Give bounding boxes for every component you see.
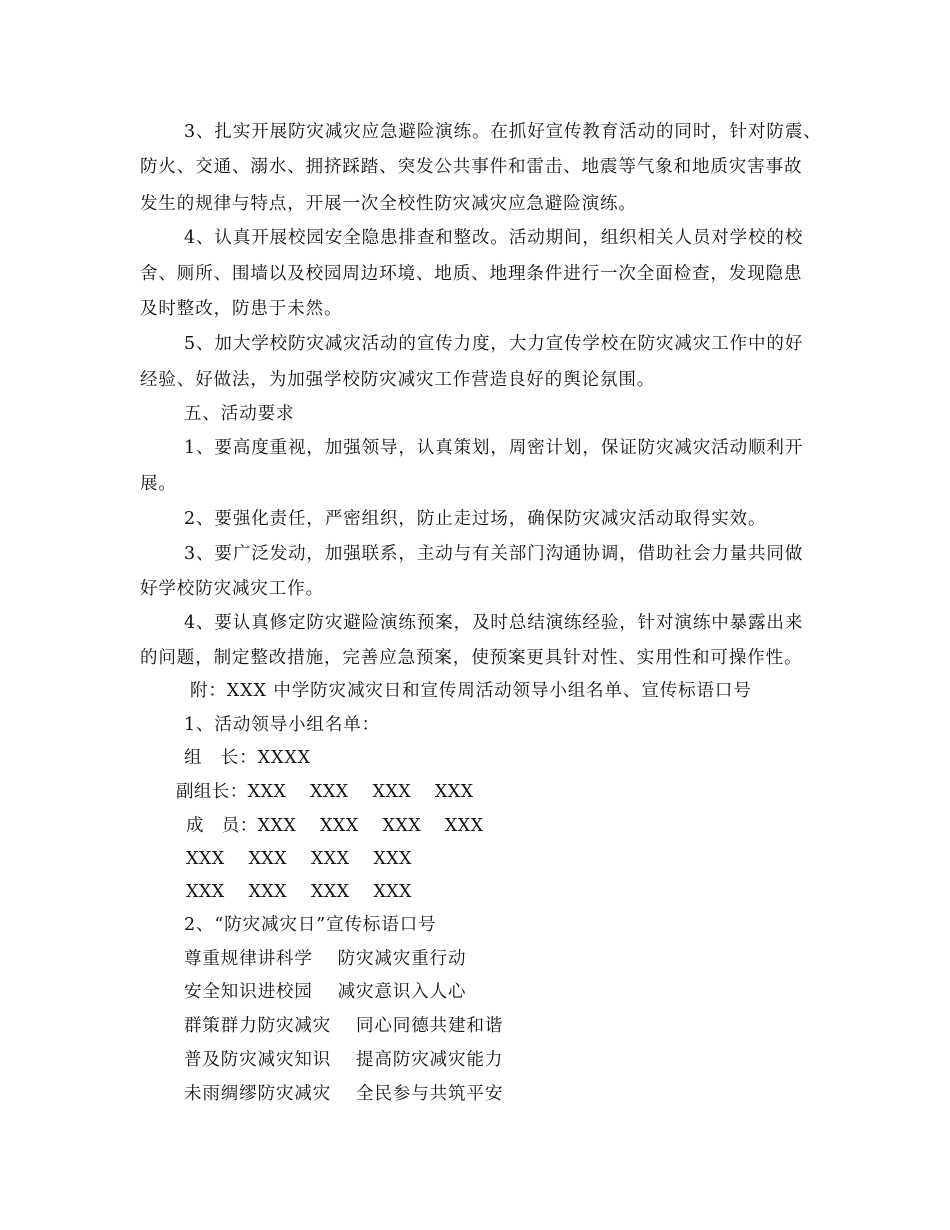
- paragraph-line: 4、认真开展校园安全隐患排查和整改。活动期间，组织相关人员对学校的校: [184, 228, 804, 248]
- member-row: XXX XXX XXX XXX: [186, 882, 412, 902]
- paragraph-line: 5、加大学校防灾减灾活动的宣传力度，大力宣传学校在防灾减灾工作中的好: [184, 334, 804, 354]
- paragraph-line: 的问题，制定整改措施，完善应急预案，使预案更具针对性、实用性和可操作性。: [140, 648, 803, 668]
- slogan-row: 未雨绸缪防灾减灾 全民参与共筑平安: [184, 1084, 504, 1104]
- paragraph-line: 3、扎实开展防灾减灾应急避险演练。在抓好宣传教育活动的同时，针对防震、: [184, 122, 822, 142]
- paragraph-line: 3、要广泛发动，加强联系，主动与有关部门沟通协调，借助社会力量共同做: [184, 544, 804, 564]
- section-heading: 五、活动要求: [184, 404, 295, 424]
- list-heading: 2、“防灾减灾日”宣传标语口号: [184, 915, 437, 935]
- paragraph-line: 1、要高度重视，加强领导，认真策划，周密计划，保证防灾减灾活动顺利开: [184, 438, 804, 458]
- slogan-row: 安全知识进校园 减灾意识入人心: [184, 982, 467, 1002]
- appendix-title: 附：XXX 中学防灾减灾日和宣传周活动领导小组名单、宣传标语口号: [190, 681, 752, 701]
- slogan-row: 尊重规律讲科学 防灾减灾重行动: [184, 949, 467, 969]
- deputy-leader-row: 副组长：XXX XXX XXX XXX: [176, 782, 474, 802]
- member-row: 成 员：XXX XXX XXX XXX: [186, 816, 484, 836]
- leader-row: 组 长：XXXX: [184, 748, 312, 768]
- member-row: XXX XXX XXX XXX: [186, 849, 412, 869]
- paragraph-line: 及时整改，防患于未然。: [140, 299, 343, 319]
- paragraph-line: 好学校防灾减灾工作。: [140, 579, 324, 599]
- paragraph-line: 经验、好做法，为加强学校防灾减灾工作营造良好的舆论氛围。: [140, 370, 656, 390]
- paragraph-line: 2、要强化责任，严密组织，防止走过场，确保防灾减灾活动取得实效。: [184, 509, 767, 529]
- paragraph-line: 展。: [140, 474, 177, 494]
- paragraph-line: 4、要认真修定防灾避险演练预案，及时总结演练经验，针对演练中暴露出来: [184, 613, 804, 633]
- slogan-row: 群策群力防灾减灾 同心同德共建和谐: [184, 1016, 504, 1036]
- paragraph-line: 防火、交通、溺水、拥挤踩踏、突发公共事件和雷击、地震等气象和地质灾害事故: [140, 157, 803, 177]
- slogan-row: 普及防灾减灾知识 提高防灾减灾能力: [184, 1050, 504, 1070]
- list-heading: 1、活动领导小组名单：: [184, 715, 381, 735]
- paragraph-line: 舍、厕所、围墙以及校园周边环境、地质、地理条件进行一次全面检查，发现隐患: [140, 264, 803, 284]
- paragraph-line: 发生的规律与特点，开展一次全校性防灾减灾应急避险演练。: [140, 194, 637, 214]
